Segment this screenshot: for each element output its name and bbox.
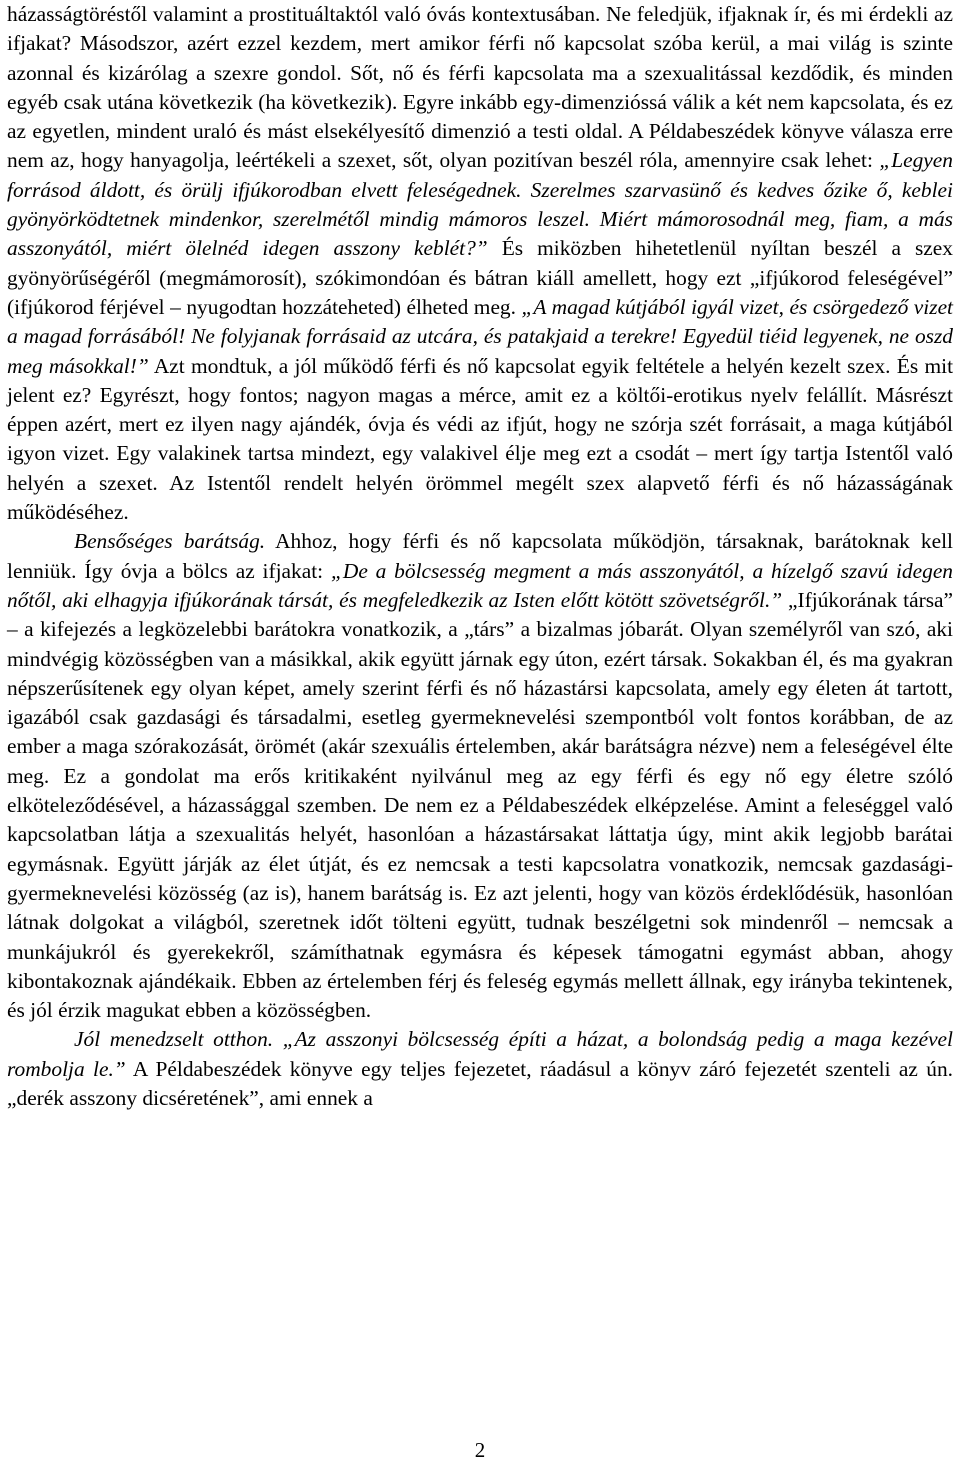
paragraph-1-quote-1: „Legyen forrásod áldott, és örülj ifjúkorodban elvett feleségednek. Szerelmes szarvasünő és kedves őzike ő, keblei gyönyörködtetnek mindenkor, szerelmétől mindig mámoros leszel. Miért mámorosodnál meg, fiam, a más asszonyától, miért ölelnéd idegen asszony keblét?” bbox=[7, 148, 953, 261]
paragraph-3-heading-quote: Jól menedzselt otthon. „Az asszonyi bölcsesség építi a házat, a bolondság pedig a maga kezével rombolja le.” bbox=[7, 1027, 953, 1081]
page-number: 2 bbox=[474, 1438, 486, 1462]
body-text bbox=[7, 0, 953, 1113]
paragraph-1-quote-2: „A magad kútjából igyál vizet, és csörgedező vizet a magad forrásából! Ne folyjanak forrásaid az utcára, és patakjaid a terekre! Egyedül tiéid legyenek, ne oszd meg másokkal!” bbox=[7, 294, 954, 378]
paragraph-3-run-1: A Példabeszédek könyve egy teljes fejezetet, ráadásul a könyv záró fejezetét szenteli az ún. „derék asszony dicséretének”, ami ennek a bbox=[7, 1056, 953, 1110]
paragraph-2 bbox=[7, 527, 953, 1025]
paragraph-2-quote: „De a bölcsesség megment a más asszonyától, a hízelgő szavú idegen nőtől, aki elhagyja ifjúkorának társát, és megfeledkezik az Isten előtt kötött szövetségről.” bbox=[7, 558, 954, 612]
paragraph-2-run-2: „Ifjúkorának társa” – a kifejezés a legközelebbi barátokra vonatkozik, a „társ” a bizalmas jóbarát. Olyan személyről van szó, aki mindvégig közösségben van a másikkal, akik együtt járnak egy úton, ezért társak. Sokakban él, és ma gyakran népszerűsítenek egy olyan képet, amely szerint férfi és nő házastársi kapcsolata, amely egy életen át tartott, igazából csak gazdasági és társadalmi, esetleg gyermeknevelési szempontból volt fontos korábban, de az ember a maga szórakozását, örömét (akár szexuális értelemben, akár barátságra nézve) nem a feleségével élte meg. Ez a gondolat ma erős kritikaként nyilvánul meg az egy férfi és egy nő egy életre szóló elköteleződésével, a házassággal szemben. De nem ez a Példabeszédek elképzelése. Amint a feleséggel való kapcsolatban látja a szexualitás helyét, hasonlóan a házastársakat láttatja úgy, mint akik legjobb barátai egymásnak. Együtt járják az élet útját, és ez nemcsak a testi kapcsolatra vonatkozik, nemcsak gazdasági-gyermeknevelési közösség (az is), hanem barátság is. Ez azt jelenti, hogy van közös érdeklődésük, hasonlóan látnak dolgokat a világból, szeretnek időt tölteni együtt, tudnak beszélgetni sok mindenről – nemcsak a munkájukról és gyerekekről, számíthatnak egymásra és képesek támogatni egymást abban, ahogy kibontakoznak ajándékaik. Ebben az értelemben férj és feleség egymás mellett állnak, egy irányba tekintenek, és jól érzik magukat ebben a közösségben. bbox=[7, 587, 954, 1023]
paragraph-2-heading: Bensőséges barátság. bbox=[74, 529, 266, 554]
paragraph-1-run-3: Azt mondtuk, a jól működő férfi és nő kapcsolat egyik feltétele a helyén kezelt szex. És mit jelent ez? Egyrészt, hogy fontos; nagyon magas a mérce, amit ez a költői-erotikus nyelv felállít. Másrészt éppen azért, mert ez ilyen nagy ajándék, óvja és védi az ifjút, hogy ne szórja szét forrásait, a maga kútjából igyon vizet. Egy valakinek tartsa mindezt, egy valakivel élje meg ezt a csodát – mert így tartja Istentől való helyén a szexet. Az Istentől rendelt helyén örömmel megélt szex alapvető férfi és nő házasságának működéséhez. bbox=[7, 353, 954, 525]
paragraph-1-run-1: házasságtöréstől valamint a prostituáltaktól való óvás kontextusában. Ne feledjük, ifjaknak ír, és mi érdekli az ifjakat? Másodszor, azért ezzel kezdem, mert amikor férfi nő kapcsolat szóba kerül, a mai világ is szinte azonnal és kizárólag a szexre gondol. Sőt, nő és férfi kapcsolata ma a szexualitással kezdődik, és minden egyéb csak utána következik (ha következik). Egyre inkább egy-dimenzióssá válik a két nem kapcsolata, és ez az egyetlen, mindent uraló és mást elsekélyesítő dimenzió a testi oldal. A Példabeszédek könyve válasza erre nem az, hogy hanyagolja, leértékeli a szexet, sőt, olyan pozitívan beszél róla, amennyire csak lehet: bbox=[7, 2, 953, 173]
paragraph-2-run-1: Ahhoz, hogy férfi és nő kapcsolata működjön, társaknak, barátoknak kell lenniük. Így óvja a bölcs az ifjakat: bbox=[7, 529, 953, 583]
paragraph-1-run-2: És miközben hihetetlenül nyíltan beszél a szex gyönyörűségéről (megmámorosít), szókimondóan és bátran kiáll amellett, hogy ezt „ifjúkorod feleségével” (ifjúkorod férjével – nyugodtan hozzáteheted) élheted meg. bbox=[7, 236, 953, 319]
paragraph-3 bbox=[7, 1025, 953, 1113]
paragraph-1 bbox=[7, 0, 953, 527]
